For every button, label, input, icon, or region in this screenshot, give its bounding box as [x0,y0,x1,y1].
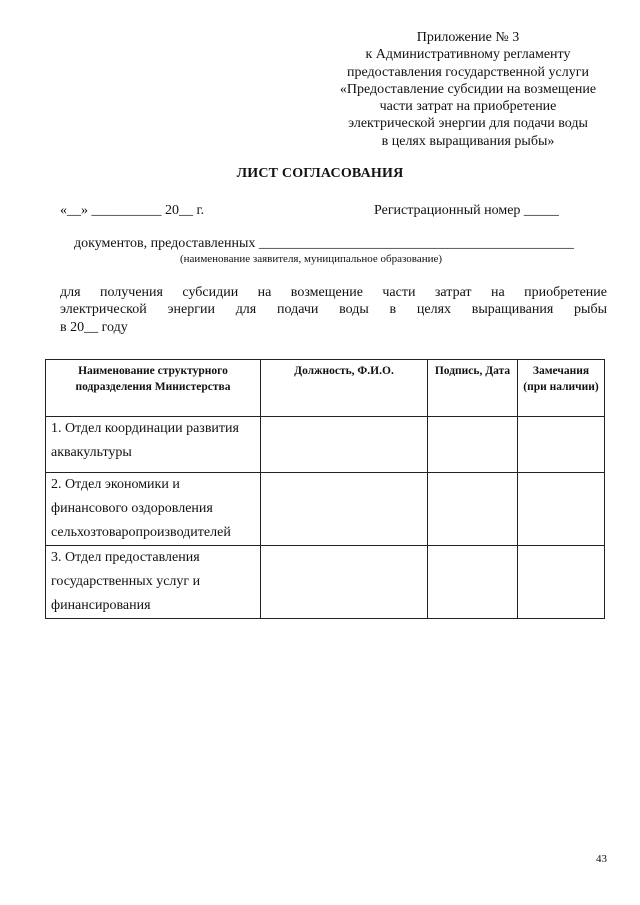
signature-date-cell [428,473,518,546]
signature-date-cell [428,546,518,619]
department-cell [46,417,261,473]
appendix-line: предоставления государственной услуги [347,64,589,80]
remarks-cell [518,473,605,546]
table-row [46,417,605,473]
department-line: 3. Отдел предоставления [51,550,200,565]
appendix-line: электрической энергии для подачи воды [348,116,588,132]
appendix-line: «Предоставление субсидии на возмещение [339,81,597,97]
department-cell [46,473,261,546]
department-line: государственных услуг и [51,574,201,589]
department-line: сельхозтоваропроизводителей [51,525,231,540]
table-header-row [46,360,605,417]
signature-date-cell [428,417,518,473]
appendix-header [318,29,618,150]
department-line: аквакультуры [51,445,132,460]
remarks-cell [518,417,605,473]
purpose-line: электрической энергии для подачи воды в целях выращивания рыбы [60,302,607,318]
header-signature-date: Подпись, Дата [428,360,518,417]
appendix-line: к Административному регламенту [365,47,571,63]
header-position-name: Должность, Ф.И.О. [261,360,428,417]
header-department: Наименование структурного подразделения Министерства [46,360,261,417]
department-line: финансового оздоровления [51,501,213,516]
document-title: ЛИСТ СОГЛАСОВАНИЯ [236,166,404,181]
documents-line: документов, предоставленных _____________________________________________ [74,236,574,251]
documents-hint: (наименование заявителя, муниципальное образование) [180,253,443,265]
position-name-cell [261,473,428,546]
department-cell [46,546,261,619]
appendix-line: в целях выращивания рыбы» [381,133,555,149]
remarks-cell [518,546,605,619]
approval-table [45,359,605,619]
purpose-paragraph [60,284,607,336]
department-line: 2. Отдел экономики и [51,477,180,492]
position-name-cell [261,417,428,473]
header-remarks: Замечания (при наличии) [518,360,605,417]
appendix-line: Приложение № 3 [416,30,520,45]
date-line: «__» __________ 20__ г. [60,203,205,218]
purpose-line: в 20__ году [60,319,128,335]
department-line: 1. Отдел координации развития [51,421,239,436]
purpose-line: для получения субсидии на возмещение части затрат на приобретение [60,285,607,300]
table-row [46,546,605,619]
registration-number: Регистрационный номер _____ [374,203,559,218]
department-line: финансирования [51,598,151,613]
page-number: 43 [596,853,607,865]
table-row [46,473,605,546]
position-name-cell [261,546,428,619]
appendix-line: части затрат на приобретение [379,99,557,115]
